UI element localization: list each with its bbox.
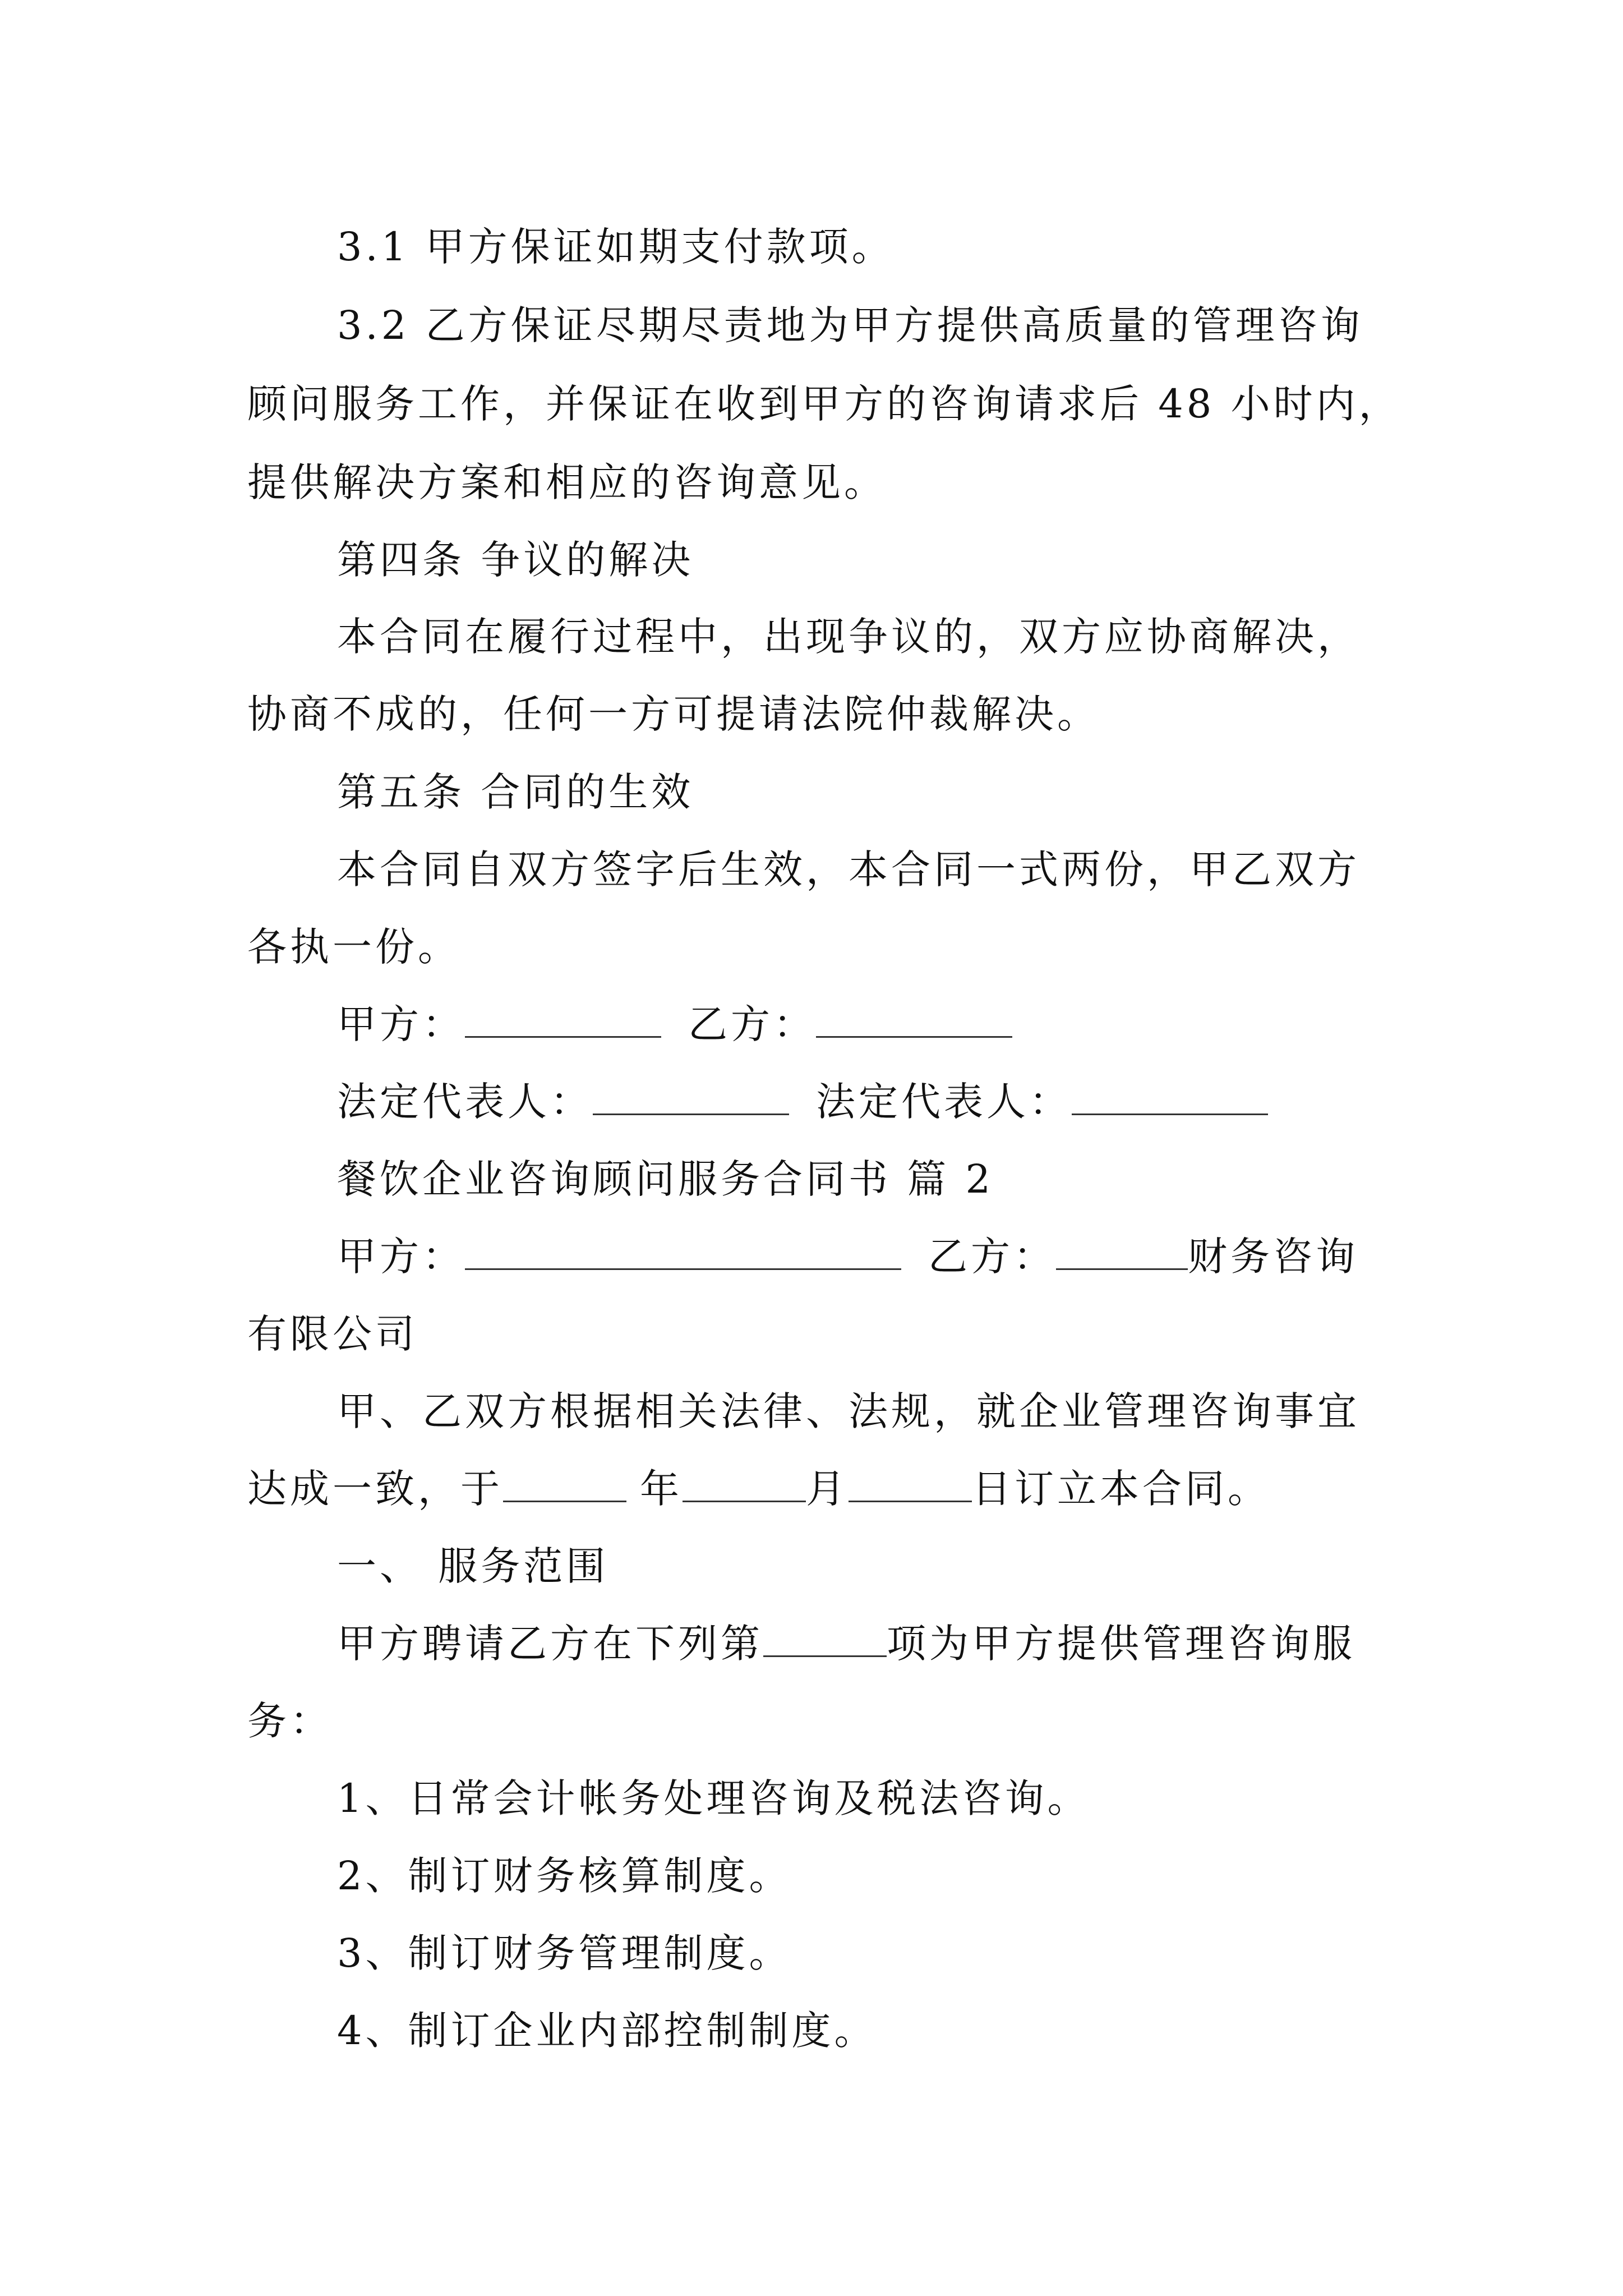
scope-prefix: 甲方聘请乙方在下列第: [337, 1621, 763, 1667]
intro-prefix: 达成一致，于: [247, 1466, 503, 1512]
article-4-line-2: 协商不成的，任何一方可提请法院仲裁解决。: [247, 691, 1100, 737]
list-item: 1、日常会计帐务处理咨询及税法咨询。: [337, 1775, 1090, 1821]
list-item: 3、制订财务管理制度。: [337, 1930, 792, 1976]
month-blank[interactable]: [683, 1466, 806, 1502]
list-item: 2、制订财务核算制度。: [337, 1853, 792, 1899]
party-a-blank[interactable]: [465, 1001, 661, 1038]
year-label: 年: [640, 1466, 683, 1512]
representative-row: [337, 1074, 1481, 1130]
rep-a-label: 法定代表人：: [337, 1079, 593, 1125]
party-a-blank-2[interactable]: [465, 1234, 901, 1270]
party-b-label-2: 乙方：: [928, 1234, 1056, 1280]
scope-item-blank[interactable]: [763, 1621, 887, 1657]
party-b-blank-2[interactable]: [1056, 1234, 1188, 1270]
scope-line-2: 务：: [247, 1698, 333, 1744]
intro-line-1: 甲、乙双方根据相关法律、法规，就企业管理咨询事宜: [337, 1388, 1360, 1434]
clause-3-2-line-3: 提供解决方案和相应的咨询意见。: [247, 459, 887, 505]
scope-line-1: [337, 1616, 1481, 1672]
list-item: 4、制订企业内部控制制度。: [337, 2008, 877, 2054]
party-b-name-tail: 有限公司: [247, 1311, 418, 1357]
rep-a-blank[interactable]: [593, 1079, 789, 1115]
article-5-heading: 第五条 合同的生效: [337, 769, 694, 815]
party-a-label: 甲方：: [337, 1001, 465, 1047]
month-label: 月: [806, 1466, 849, 1512]
parties-row: [337, 1228, 1481, 1285]
clause-3-2-line-1: 3.2 乙方保证尽期尽责地为甲方提供高质量的管理咨询: [337, 302, 1363, 348]
scope-suffix: 项为甲方提供管理咨询服: [887, 1621, 1355, 1667]
party-b-blank[interactable]: [816, 1001, 1012, 1038]
signature-row: [337, 996, 1481, 1052]
article-4-heading: 第四条 争议的解决: [337, 537, 694, 583]
article-5-line-2: 各执一份。: [247, 924, 460, 970]
rep-b-label: 法定代表人：: [816, 1079, 1072, 1125]
intro-line-2: [247, 1461, 1391, 1517]
clause-3-1: 3.1 甲方保证如期支付款项。: [337, 224, 895, 270]
party-b-name: 财务咨询: [1188, 1234, 1358, 1280]
party-b-label: 乙方：: [688, 1001, 816, 1047]
year-blank[interactable]: [503, 1466, 626, 1502]
clause-3-2-line-2: 顾问服务工作，并保证在收到甲方的咨询请求后 48 小时内，: [247, 381, 1401, 427]
section-1-heading: 一、 服务范围: [337, 1543, 609, 1589]
day-label: 日订立本合同。: [972, 1466, 1270, 1512]
rep-b-blank[interactable]: [1072, 1079, 1268, 1115]
day-blank[interactable]: [849, 1466, 972, 1502]
article-5-line-1: 本合同自双方签字后生效，本合同一式两份，甲乙双方: [337, 846, 1360, 892]
contract-2-title: 餐饮企业咨询顾问服务合同书 篇 2: [337, 1156, 994, 1202]
party-a-label-2: 甲方：: [337, 1234, 465, 1280]
article-4-line-1: 本合同在履行过程中，出现争议的，双方应协商解决，: [337, 614, 1360, 660]
